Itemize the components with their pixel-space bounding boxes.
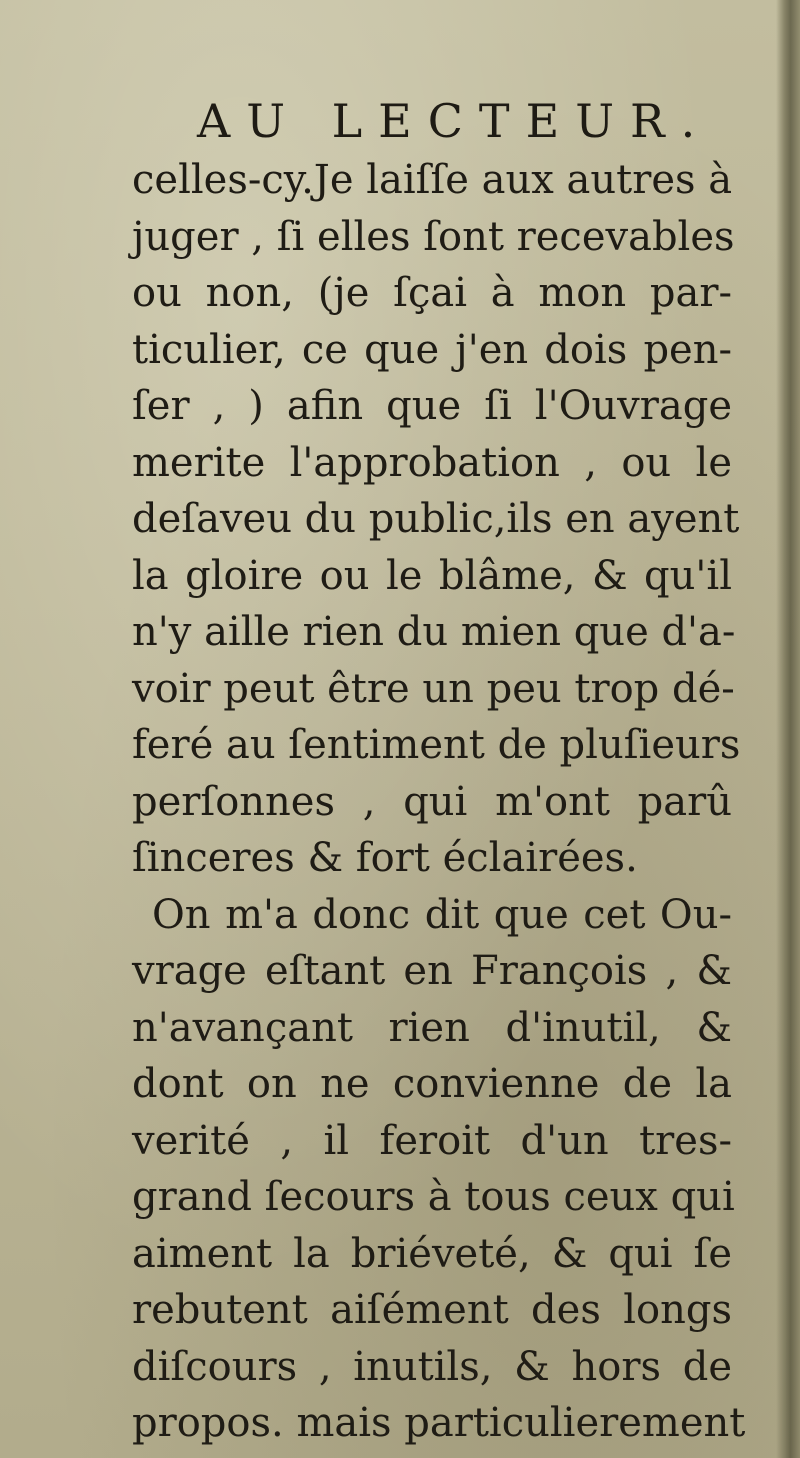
text-line: juger , ſi elles ſont recevables bbox=[132, 213, 735, 260]
text-line: celles-cy.Je laiſſe aux autres à bbox=[132, 157, 733, 203]
text-line: la gloire ou le blâme, & qu'il bbox=[132, 552, 732, 599]
running-head: AU LECTEUR. bbox=[197, 94, 712, 148]
text-line: n'avançant rien d'inutil, & bbox=[132, 1004, 732, 1051]
text-line: perſonnes , qui m'ont parû bbox=[132, 778, 732, 825]
paragraph-start-line: On m'a donc dit que cet Ou- bbox=[152, 891, 732, 938]
text-line: rebutent aiſément des longs bbox=[132, 1287, 732, 1333]
text-line: merite l'approbation , ou le bbox=[132, 439, 732, 486]
text-line: ou non, (je ſçai à mon par- bbox=[132, 270, 732, 316]
text-line: vrage eſtant en François , & bbox=[132, 948, 732, 994]
text-line: aiment la briéveté, & qui ſe bbox=[132, 1230, 732, 1277]
text-line: grand ſecours à tous ceux qui bbox=[132, 1174, 735, 1220]
text-line: ticulier, ce que j'en dois pen- bbox=[132, 326, 732, 373]
text-line: dont on ne convienne de la bbox=[132, 1061, 732, 1107]
page-binding-edge bbox=[776, 0, 800, 1458]
text-line: ſer , ) afin que ſi l'Ouvrage bbox=[132, 383, 732, 429]
text-line: n'y aille rien du mien que d'a- bbox=[132, 609, 736, 655]
text-line: diſcours , inutils, & hors de bbox=[132, 1343, 732, 1390]
body-text bbox=[132, 152, 746, 1452]
paragraph-end-line: ſinceres & fort éclairées. bbox=[132, 835, 638, 881]
text-line: voir peut être un peu trop dé- bbox=[132, 665, 735, 712]
text-line: verité , il feroit d'un tres- bbox=[132, 1117, 732, 1164]
text-line: deſaveu du public,ils en ayent bbox=[132, 496, 740, 542]
text-line: feré au ſentiment de pluſieurs bbox=[132, 722, 741, 768]
text-line: propos. mais particulierement bbox=[132, 1400, 746, 1446]
